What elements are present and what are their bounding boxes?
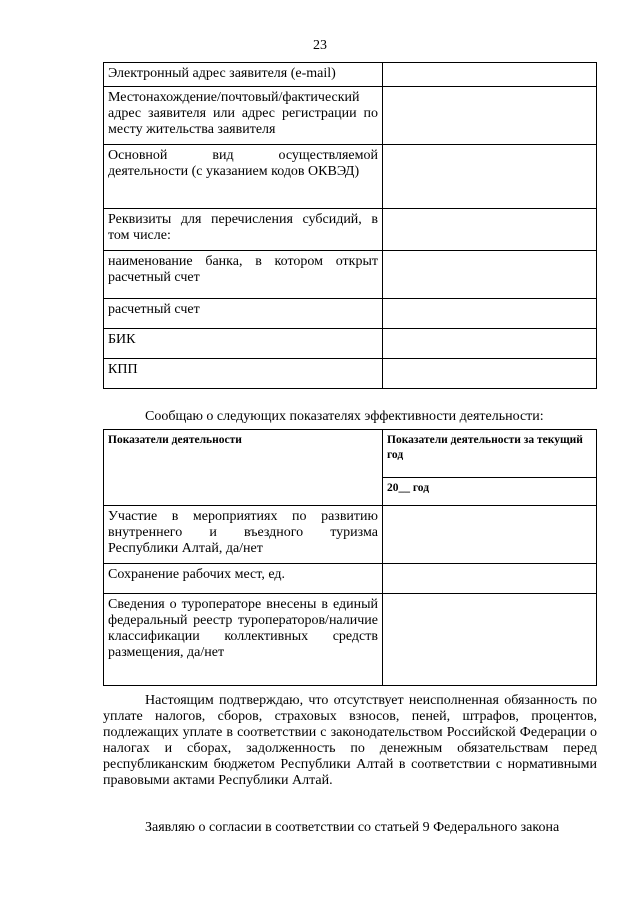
indicators-intro: Сообщаю о следующих показателях эффективности деятельности: [145, 409, 544, 424]
header-year-label: 20__ год [383, 478, 597, 506]
row-value-tourism[interactable] [383, 506, 597, 564]
table-row [104, 299, 597, 329]
table-row [104, 63, 597, 87]
row-value-bank-name[interactable] [383, 251, 597, 299]
table-row [104, 87, 597, 145]
row-value-kpp[interactable] [383, 359, 597, 389]
row-label-tourism: Участие в мероприятиях по развитию внутреннего и въездного туризма Республики Алтай, да/нет [104, 506, 383, 564]
row-value-bik[interactable] [383, 329, 597, 359]
row-value-jobs[interactable] [383, 564, 597, 594]
table-row [104, 594, 597, 686]
row-label-activity: Основной вид осуществляемой деятельности (с указанием кодов ОКВЭД) [104, 145, 383, 209]
row-value-activity[interactable] [383, 145, 597, 209]
row-label-jobs: Сохранение рабочих мест, ед. [104, 564, 383, 594]
table-row [104, 359, 597, 389]
row-label-registry: Сведения о туроператоре внесены в единый федеральный реестр туроператоров/наличие классификации коллективных средств размещения, да/нет [104, 594, 383, 686]
confirmation-paragraph: Настоящим подтверждаю, что отсутствует неисполненная обязанность по уплате налогов, сборов, страховых взносов, пеней, штрафов, процентов, подлежащих уплате в соответствии с законодательством Российской Федерации о налогах и сборах, задолженность по денежным обязательствам перед республиканским бюджетом Республики Алтай в соответствии с нормативными правовыми актами Республики Алтай. [103, 693, 597, 788]
row-value-email[interactable] [383, 63, 597, 87]
applicant-info-table [103, 62, 597, 389]
table-row [104, 209, 597, 251]
page-number: 23 [313, 38, 327, 53]
row-label-bik: БИК [104, 329, 383, 359]
table-row [104, 145, 597, 209]
row-label-requisites: Реквизиты для перечисления субсидий, в том числе: [104, 209, 383, 251]
row-label-email: Электронный адрес заявителя (e-mail) [104, 63, 383, 87]
table-row [104, 506, 597, 564]
table-row [104, 564, 597, 594]
row-label-address: Местонахождение/почтовый/фактический адрес заявителя или адрес регистрации по месту жительства заявителя [104, 87, 383, 145]
header-current-year: Показатели деятельности за текущий год [383, 430, 597, 478]
table-header-row [104, 430, 597, 478]
indicators-table [103, 429, 597, 686]
table-row [104, 329, 597, 359]
table-row [104, 251, 597, 299]
row-value-address[interactable] [383, 87, 597, 145]
row-value-registry[interactable] [383, 594, 597, 686]
row-value-requisites[interactable] [383, 209, 597, 251]
consent-paragraph: Заявляю о согласии в соответствии со статьей 9 Федерального закона [145, 820, 560, 835]
header-indicators: Показатели деятельности [104, 430, 383, 506]
row-label-account: расчетный счет [104, 299, 383, 329]
row-label-kpp: КПП [104, 359, 383, 389]
row-label-bank-name: наименование банка, в котором открыт расчетный счет [104, 251, 383, 299]
row-value-account[interactable] [383, 299, 597, 329]
